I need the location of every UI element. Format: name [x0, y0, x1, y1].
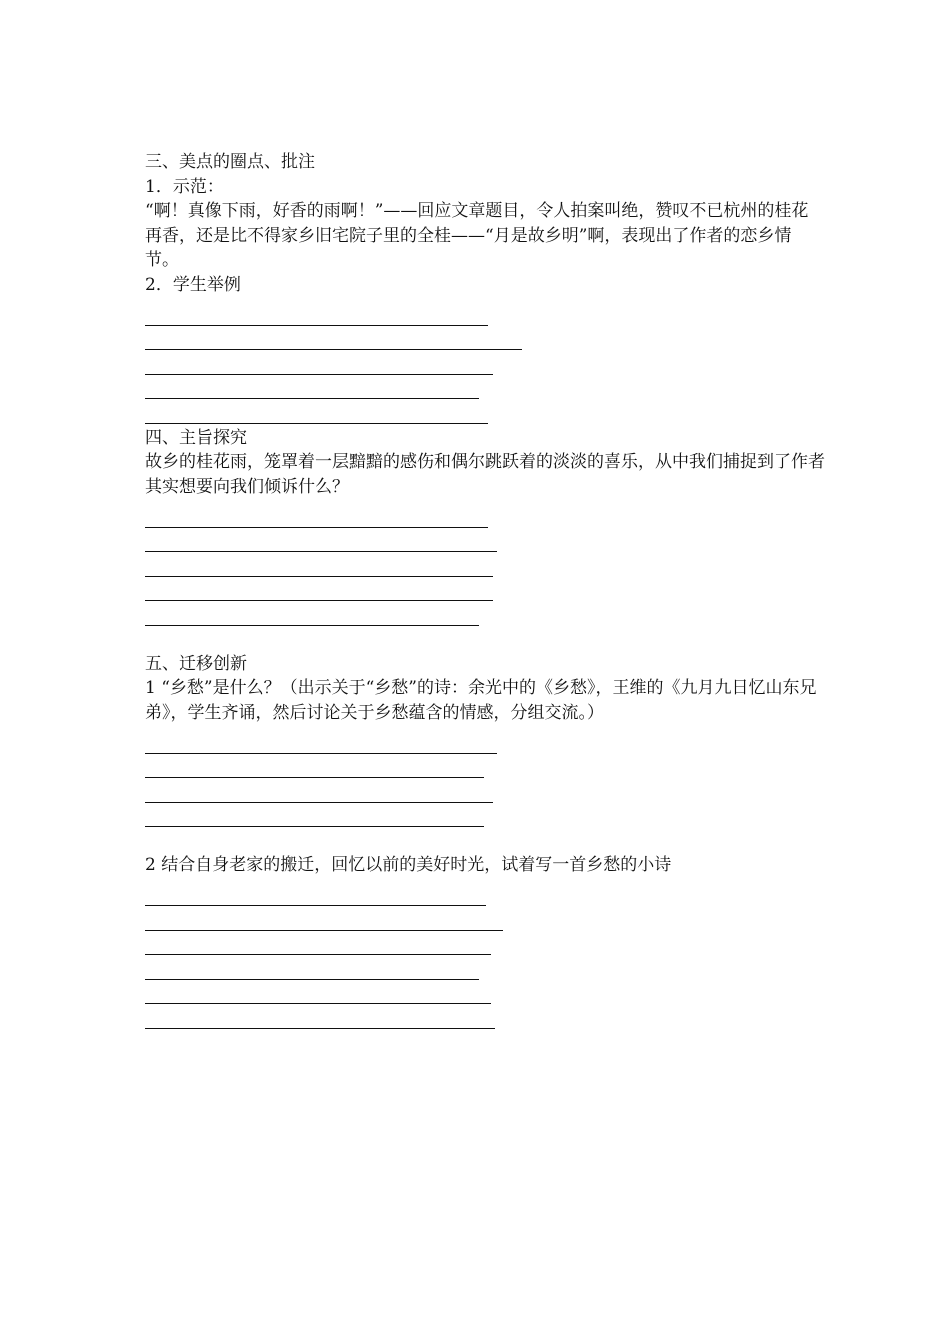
section3-heading: 三、美点的圈点、批注 [145, 152, 315, 172]
nostalgia-answer-lines [145, 725, 825, 829]
answer-line[interactable] [145, 603, 825, 628]
answer-line[interactable] [145, 908, 825, 933]
theme-answer-lines [145, 499, 825, 628]
section4-question: 故乡的桂花雨，笼罩着一层黯黯的感伤和偶尔跳跃着的淡淡的喜乐，从中我们捕捉到了作者其实想要向我们倾诉什么？ [145, 452, 825, 497]
answer-line[interactable] [145, 377, 825, 402]
spacer [145, 628, 825, 652]
answer-line[interactable] [145, 303, 825, 328]
worksheet-page [145, 150, 825, 1031]
student-example-label: 2．学生举例 [145, 274, 241, 295]
answer-line[interactable] [145, 352, 825, 377]
answer-line[interactable] [145, 756, 825, 781]
answer-line[interactable] [145, 328, 825, 353]
answer-line[interactable] [145, 805, 825, 830]
section5-question-1: 1 “乡愁”是什么？（出示关于“乡愁”的诗：余光中的《乡愁》，王维的《九月九日忆山东兄弟》，学生齐诵，然后讨论关于乡愁蕴含的情感，分组交流。） [145, 678, 817, 723]
answer-line[interactable] [145, 530, 825, 555]
student-example-answer-lines [145, 297, 825, 426]
answer-line[interactable] [145, 401, 825, 426]
answer-line[interactable] [145, 780, 825, 805]
answer-line[interactable] [145, 505, 825, 530]
answer-line[interactable] [145, 933, 825, 958]
example-label: 1．示范： [145, 176, 224, 197]
answer-line[interactable] [145, 579, 825, 604]
section5-heading: 五、迁移创新 [145, 653, 247, 674]
answer-line[interactable] [145, 554, 825, 579]
spacer [145, 829, 825, 853]
section5-question-2: 2 结合自身老家的搬迁，回忆以前的美好时光，试着写一首乡愁的小诗 [145, 855, 672, 875]
answer-line[interactable] [145, 1006, 825, 1031]
section4-heading: 四、主旨探究 [145, 427, 247, 448]
answer-line[interactable] [145, 731, 825, 756]
answer-line[interactable] [145, 957, 825, 982]
answer-line[interactable] [145, 884, 825, 909]
example-text: “啊！真像下雨，好香的雨啊！”——回应文章题目，令人拍案叫绝，赞叹不已杭州的桂花再香，还是比不得家乡旧宅院子里的全桂——“月是故乡明”啊，表现出了作者的恋乡情节。 [145, 201, 809, 270]
answer-line[interactable] [145, 982, 825, 1007]
poem-answer-lines [145, 878, 825, 1031]
